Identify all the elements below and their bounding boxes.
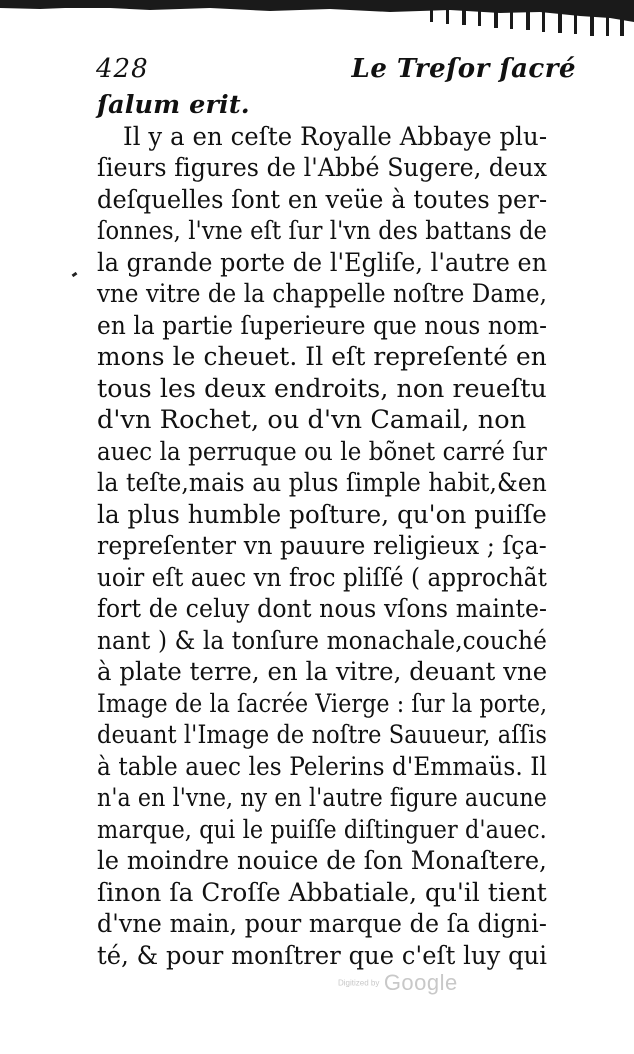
text-line: en la partie ſuperieure que nous nom- [97, 310, 548, 341]
text-line: tous les deux endroits, non reueſtu [97, 373, 547, 404]
text-line: d'vne main, pour marque de ſa digni- [97, 909, 547, 939]
text-line: auec la perruque ou le bõnet carré ſur [97, 436, 547, 467]
text-line: fort de celuy dont nous vſons mainte- [97, 594, 548, 624]
text-line: uoir eſt auec vn froc pliſſé ( approchãt [97, 562, 547, 593]
text-line: Image de la ſacrée Vierge : ſur la porte, [97, 688, 548, 719]
text-line: deuant l'Image de noſtre Sauueur, aſſis [97, 720, 547, 750]
text-line: vne vitre de la chappelle noſtre Dame, [97, 279, 548, 309]
page-header [96, 54, 576, 90]
text-line: mons le cheuet. Il eſt repreſenté en [97, 342, 547, 372]
text-line: ſieurs figures de l'Abbé Sugere, deux [97, 153, 548, 183]
text-line: repreſenter vn pauure religieux ; ſça- [97, 531, 547, 561]
text-line: la teſte,mais au plus ſimple habit,&en [97, 468, 547, 498]
running-head: Le Treſor ſacré [351, 54, 576, 84]
text-line: à plate terre, en la vitre, deuant vne [97, 657, 548, 687]
page-edge-strip [0, 0, 634, 36]
watermark-prefix: Digitized by [338, 978, 380, 988]
text-line: nant ) & la tonſure monachale,couché [97, 625, 547, 656]
watermark-brand: Google [383, 970, 458, 995]
text-line: d'vn Rochet, ou d'vn Camail, non [97, 405, 527, 435]
text-line: ſalum erit. [97, 90, 250, 120]
text-line: à table auec les Pelerins d'Emmaüs. Il [97, 751, 547, 782]
text-line: la plus humble poſture, qu'on puiſſe [97, 499, 547, 530]
digitized-watermark [338, 970, 458, 996]
text-line: n'a en l'vne, ny en l'autre figure aucune [97, 783, 547, 813]
text-line: le moindre nouice de ſon Monaſtere, [97, 846, 547, 876]
text-line: té, & pour monſtrer que c'eſt luy qui [97, 940, 548, 971]
text-line: la grande porte de l'Egliſe, l'autre en [97, 247, 548, 278]
page-number: 428 [96, 54, 149, 84]
margin-mark [72, 272, 78, 277]
text-line: marque, qui le puiſſe diſtinguer d'auec. [97, 814, 547, 845]
text-line: Il y a en ceſte Royalle Abbaye plu- [123, 121, 548, 152]
body-text [97, 90, 547, 972]
text-line: deſquelles ſont en veüe à toutes per- [97, 184, 548, 215]
text-line: ſonnes, l'vne eſt ſur l'vn des battans de [97, 216, 548, 246]
text-line: ſinon ſa Croſſe Abbatiale, qu'il tient [97, 877, 547, 908]
